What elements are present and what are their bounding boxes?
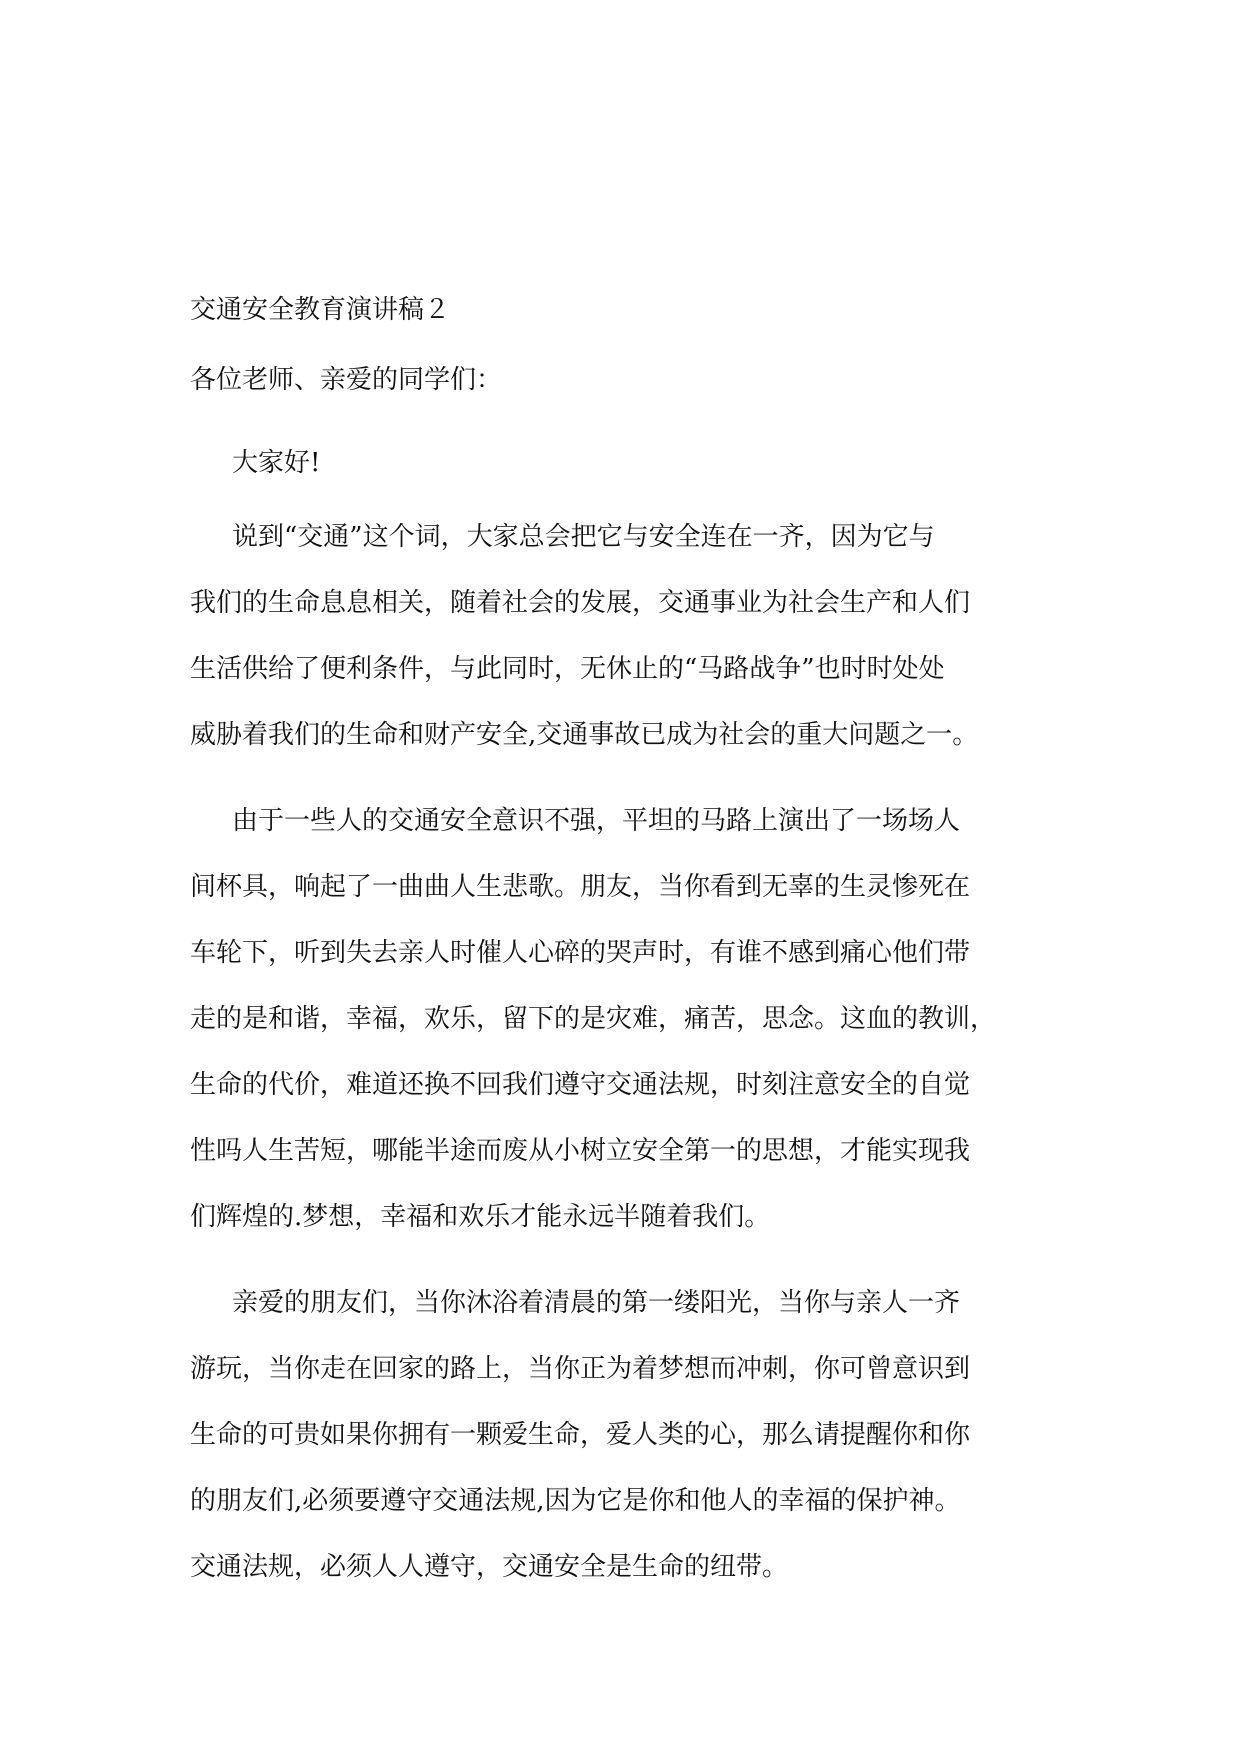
paragraph-line: 的朋友们,必须要遵守交通法规,因为它是你和他人的幸福的保护神。	[190, 1486, 961, 1516]
paragraph-line: 游玩，当你走在回家的路上，当你正为着梦想而冲刺，你可曾意识到	[190, 1354, 971, 1384]
paragraph-1	[190, 504, 1065, 768]
salutation: 各位老师、亲爱的同学们：	[190, 365, 503, 395]
document-title: 交通安全教育演讲稿２	[190, 295, 451, 325]
paragraph-line: 性吗人生苦短，哪能半途而废从小树立安全第一的思想，才能实现我	[190, 1136, 971, 1166]
document-body	[190, 290, 1065, 1620]
paragraph-line: 威胁着我们的生命和财产安全,交通事故已成为社会的重大问题之一。	[190, 720, 979, 750]
paragraph-line: 车轮下，听到失去亲人时催人心碎的哭声时，有谁不感到痛心他们带	[190, 938, 971, 968]
paragraph-line: 说到“交通”这个词，大家总会把它与安全连在一齐，因为它与	[232, 522, 935, 552]
greeting-line: 大家好!	[232, 448, 321, 478]
paragraph-line: 生命的可贵如果你拥有一颗爱生命，爱人类的心，那么请提醒你和你	[190, 1420, 971, 1450]
paragraph-3	[190, 1270, 1065, 1600]
greeting	[190, 430, 1065, 496]
paragraph-line: 亲爱的朋友们，当你沐浴着清晨的第一缕阳光，当你与亲人一齐	[232, 1288, 961, 1318]
paragraph-line: 交通法规，必须人人遵守，交通安全是生命的纽带。	[190, 1552, 789, 1582]
paragraph-line: 走的是和谐，幸福，欢乐，留下的是灾难，痛苦，思念。这血的教训，	[190, 1004, 997, 1034]
paragraph-line: 我们的生命息息相关，随着社会的发展，交通事业为社会生产和人们	[190, 588, 971, 618]
paragraph-line: 生活供给了便利条件，与此同时，无休止的“马路战争”也时时处处	[190, 654, 945, 684]
paragraph-2	[190, 788, 1065, 1250]
paragraph-line: 生命的代价，难道还换不回我们遵守交通法规，时刻注意安全的自觉	[190, 1070, 971, 1100]
paragraph-line: 间杯具，响起了一曲曲人生悲歌。朋友，当你看到无辜的生灵惨死在	[190, 872, 971, 902]
paragraph-line: 们辉煌的.梦想，幸福和欢乐才能永远半随着我们。	[190, 1202, 771, 1232]
paragraph-line: 由于一些人的交通安全意识不强，平坦的马路上演出了一场场人	[232, 806, 961, 836]
